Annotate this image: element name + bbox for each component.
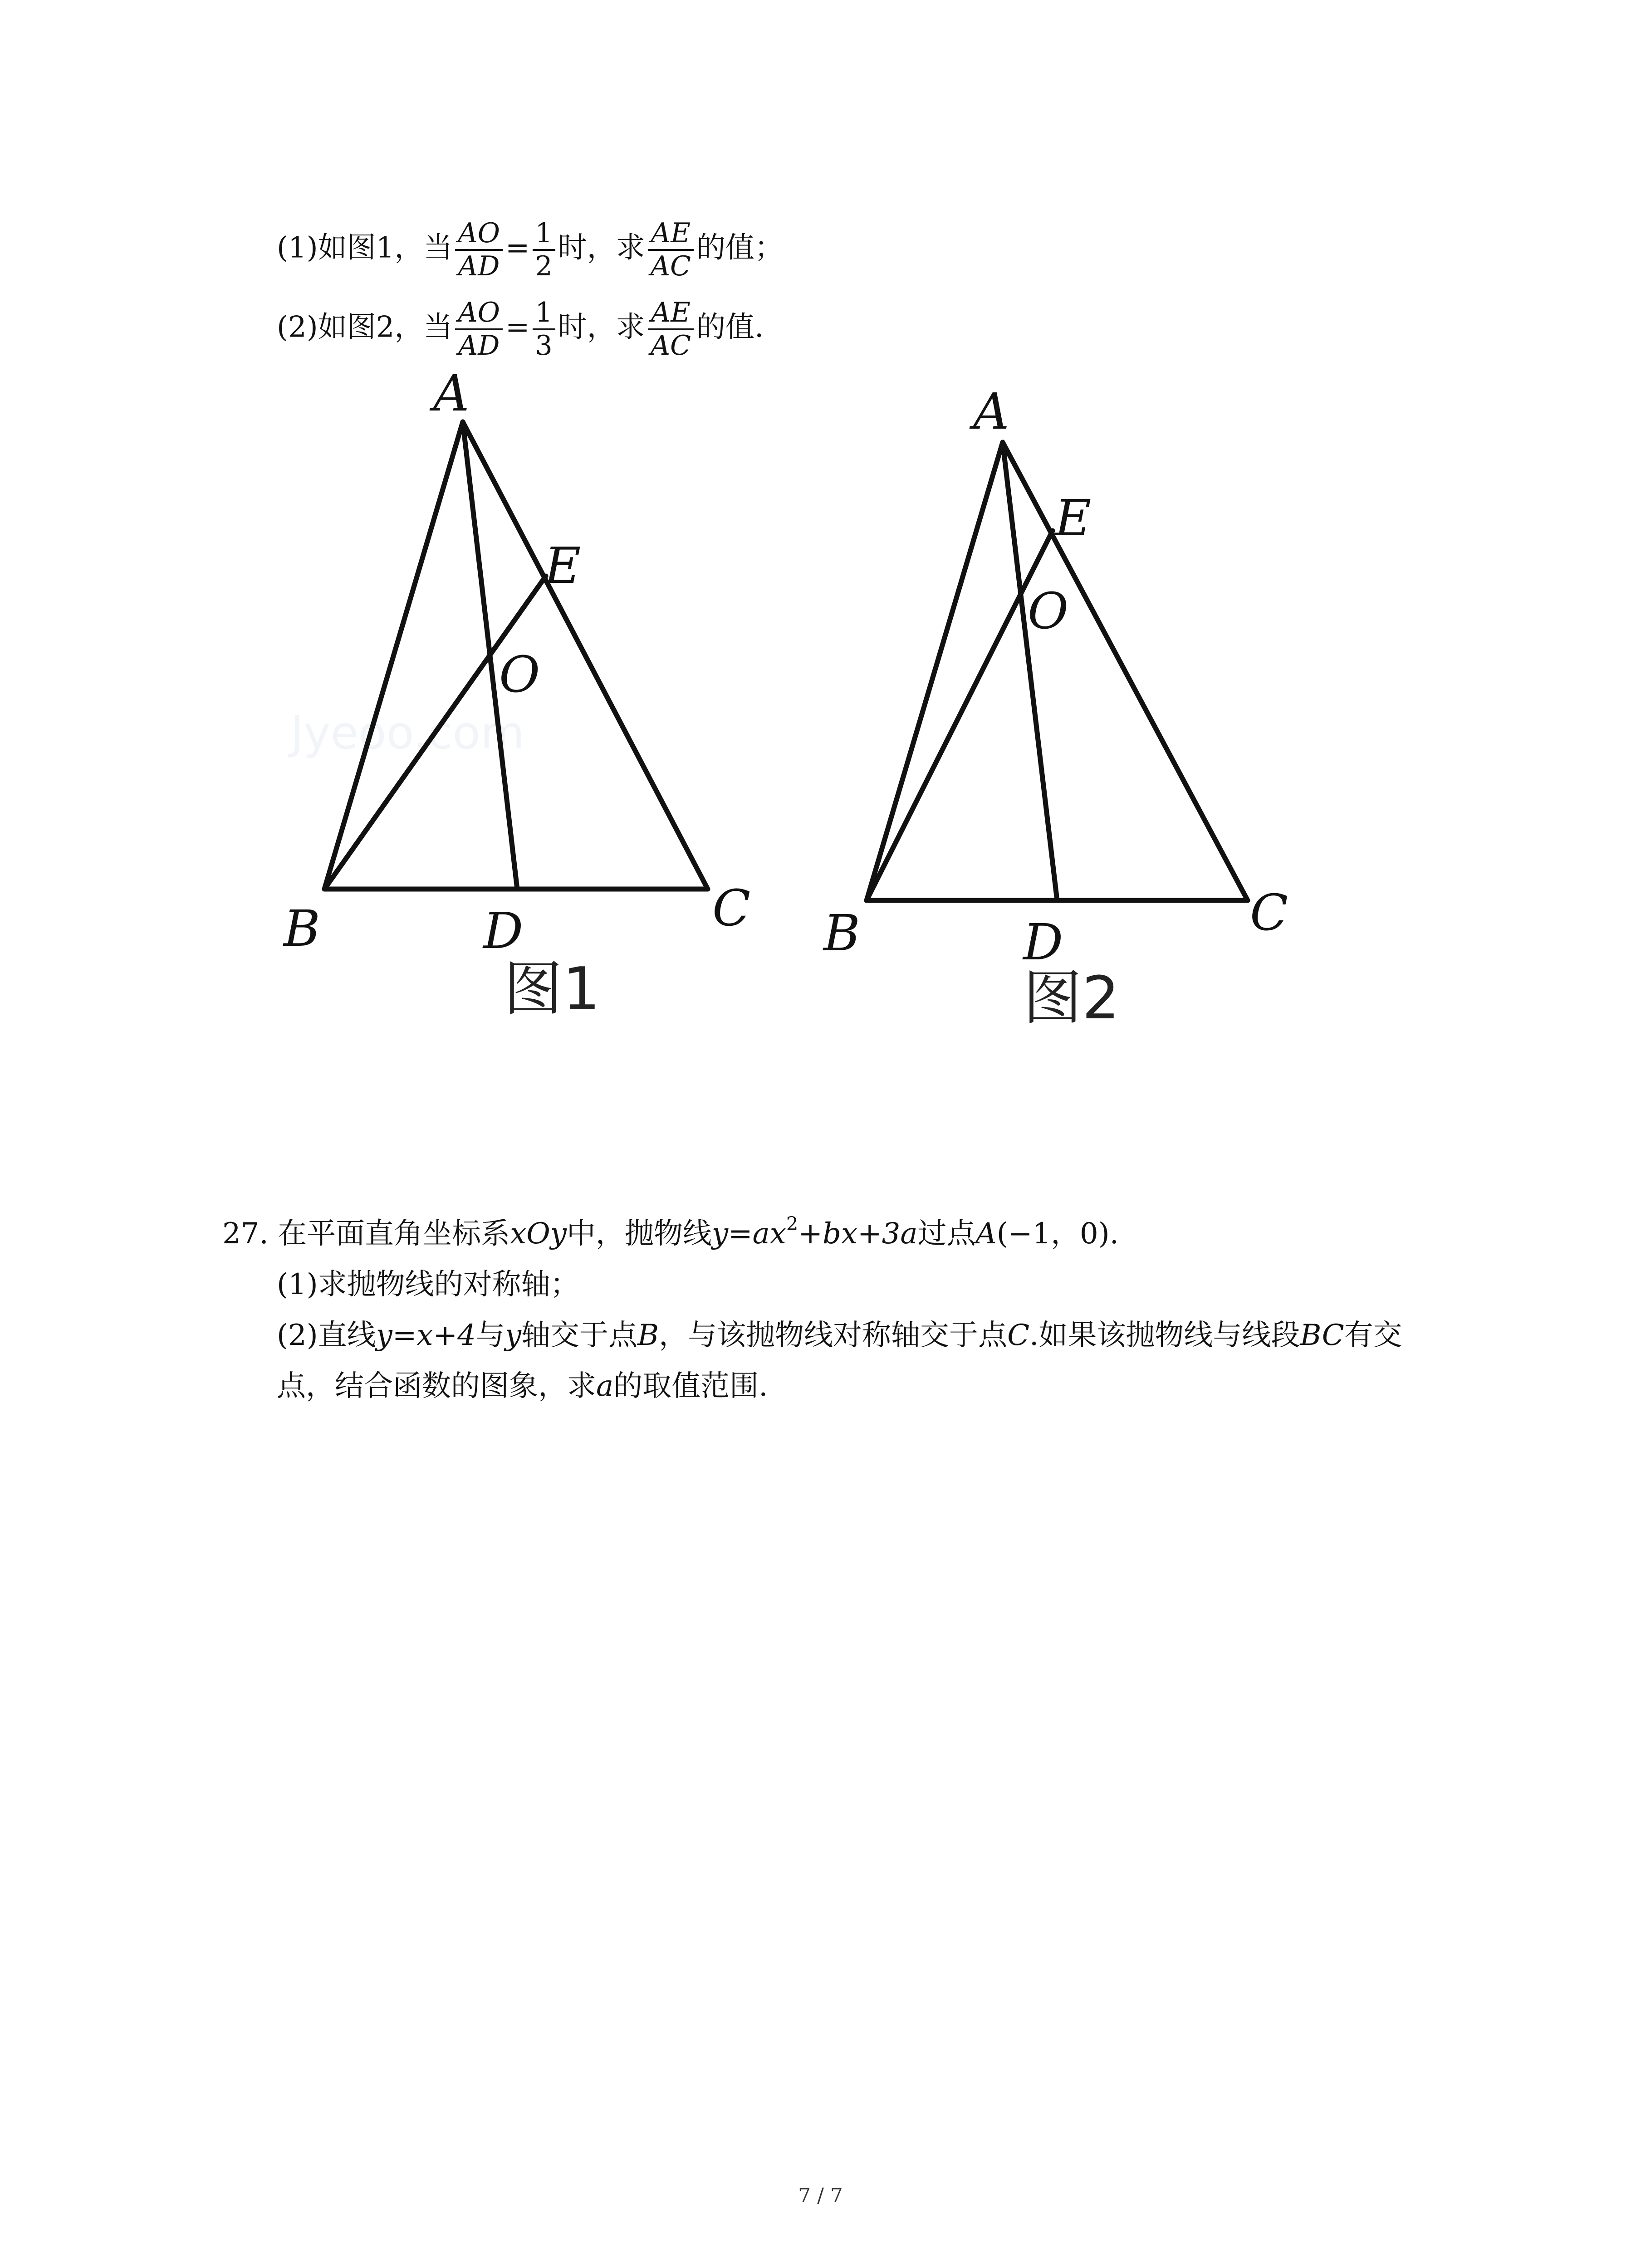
fraction-one-third: $\frac{1}{3}$ (533, 297, 555, 362)
fraction-ae-ac: $\frac{AE}{AC}$ (648, 218, 694, 282)
caption-fig1: 图1 (504, 954, 600, 1023)
q26-part1-prefix: (1)如图1，当 (277, 231, 453, 265)
geometry-figures (0, 0, 1641, 1089)
fraction-ae-ac: $\frac{AE}{AC}$ (648, 297, 694, 362)
q27-part2-line2: 点，结合函数的图象，求a的取值范围. (277, 1369, 768, 1403)
label-c-fig1: C (712, 879, 751, 937)
label-a-fig1: A (433, 364, 470, 422)
fraction-ao-ad: $\frac{AO}{AD}$ (455, 297, 503, 362)
page-number: 7 / 7 (798, 2184, 843, 2207)
fraction-one-half: $\frac{1}{2}$ (533, 218, 555, 282)
label-d-fig1: D (483, 902, 524, 960)
fraction-ao-ad: $\frac{AO}{AD}$ (455, 218, 503, 282)
label-c-fig2: C (1250, 884, 1288, 942)
q27-part2: (2)直线y=x+4与y轴交于点B，与该抛物线对称轴交于点C.如果该抛物线与线段BC有交 (277, 1319, 1402, 1352)
q26-part2: (2)如图2，当 $\frac{AO}{AD}$ = $\frac{1}{3}$ 时，求 $\frac{AE}{AC}$ 的值. (277, 297, 764, 362)
q26-part2-prefix: (2)如图2，当 (277, 310, 453, 344)
watermark: Jyeoo.com (290, 706, 525, 759)
label-d-fig2: D (1023, 913, 1063, 971)
label-e-fig2: E (1055, 489, 1092, 547)
label-o-fig2: O (1028, 582, 1069, 640)
q27-line1: 27. 在平面直角坐标系xOy中，抛物线$y=ax^2+bx+3a$过点A(−1，0). (222, 1212, 1119, 1251)
q27-number: 27. (222, 1217, 269, 1251)
q26-part1: (1)如图1，当 $\frac{AO}{AD}$ = $\frac{1}{2}$ 时，求 $\frac{AE}{AC}$ 的值； (277, 217, 784, 282)
caption-fig2: 图2 (1023, 963, 1120, 1032)
figure-1 (288, 422, 708, 889)
label-b-fig1: B (284, 899, 320, 958)
label-e-fig1: E (544, 537, 581, 595)
label-o-fig1: O (499, 645, 540, 704)
q27-part1: (1)求抛物线的对称轴； (277, 1268, 579, 1301)
label-b-fig2: B (823, 904, 860, 962)
segment-ad-fig2 (1003, 442, 1057, 900)
label-a-fig2: A (973, 382, 1009, 440)
